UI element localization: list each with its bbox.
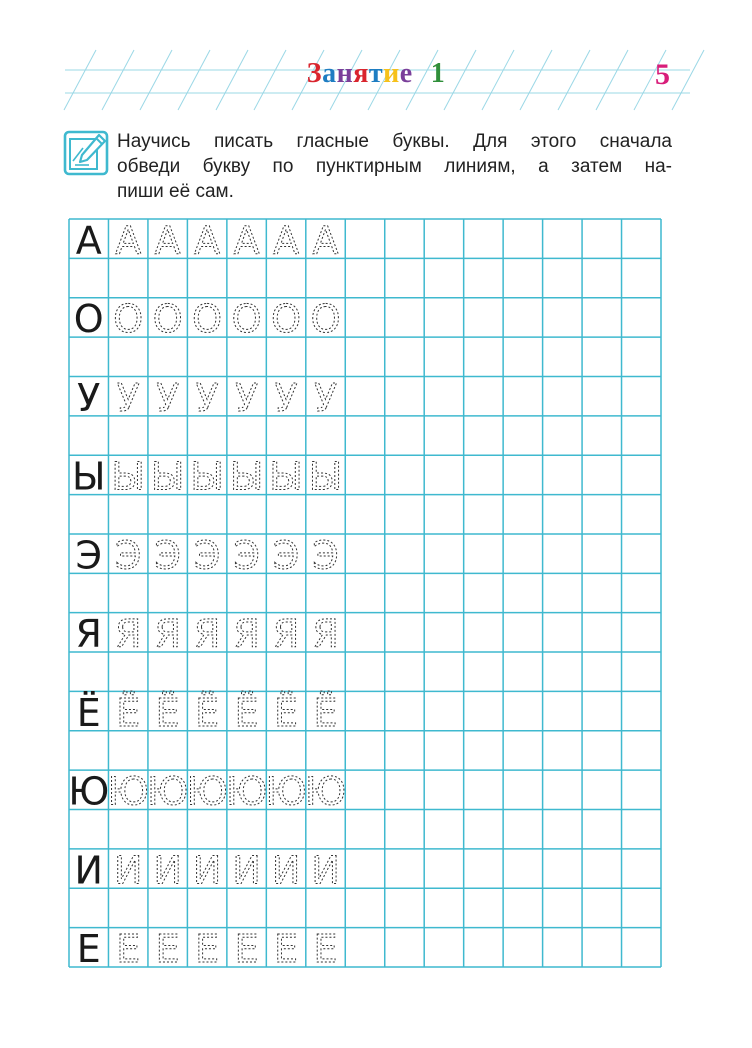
dotted-tracing-letter: И: [271, 848, 301, 893]
dotted-tracing-letter: О: [271, 297, 302, 342]
dotted-tracing-letter: О: [152, 297, 183, 342]
instruction-line: Научись писать гласные буквы. Для этого сначала: [117, 131, 672, 152]
dotted-tracing-letter: Ы: [229, 454, 264, 499]
instruction-line: обведи букву по пунктирным линиям, а затем на-: [117, 156, 672, 177]
dotted-tracing-letter: А: [115, 218, 142, 263]
sample-letter: Ы: [71, 454, 106, 499]
sample-letter: Э: [75, 533, 103, 578]
dotted-tracing-letter: Я: [114, 612, 142, 657]
dotted-tracing-letter: Ы: [190, 454, 224, 499]
dotted-tracing-letter: Я: [272, 612, 300, 657]
dotted-tracing-letter: Ё: [274, 690, 299, 735]
dotted-tracing-letter: Э: [154, 533, 181, 578]
dotted-tracing-letter: И: [153, 848, 182, 893]
dotted-tracing-letter: Е: [274, 927, 299, 971]
dotted-tracing-letter: Ё: [234, 690, 259, 735]
sample-letter: У: [77, 375, 101, 420]
sample-letter: А: [75, 218, 102, 263]
dotted-tracing-letter: О: [310, 297, 341, 342]
lesson-word: Занятие: [306, 58, 413, 89]
dotted-tracing-letter: У: [116, 375, 140, 420]
dotted-tracing-letter: А: [154, 218, 181, 263]
dotted-tracing-letter: Я: [193, 612, 221, 657]
dotted-tracing-letter: Я: [312, 612, 339, 657]
sample-letter: Я: [75, 612, 102, 657]
dotted-tracing-letter: Ё: [195, 690, 220, 735]
dotted-tracing-letter: И: [232, 848, 261, 893]
dotted-tracing-letter: Ё: [313, 690, 338, 735]
dotted-tracing-letter: Ё: [155, 690, 180, 735]
dotted-tracing-letter: Е: [195, 927, 220, 971]
dotted-tracing-letter: Ы: [269, 454, 303, 499]
dotted-tracing-letter: У: [195, 375, 219, 420]
dotted-tracing-letter: И: [311, 848, 340, 893]
dotted-tracing-letter: Ю: [226, 769, 268, 814]
dotted-tracing-letter: А: [273, 218, 300, 263]
dotted-tracing-letter: Ю: [147, 769, 189, 814]
dotted-tracing-letter: А: [233, 218, 260, 263]
dotted-tracing-letter: Э: [312, 533, 339, 578]
dotted-tracing-letter: Я: [154, 612, 181, 657]
page-number: 5: [655, 58, 670, 91]
sample-letter: Ё: [76, 690, 101, 735]
dotted-tracing-letter: Я: [233, 612, 260, 657]
dotted-tracing-letter: О: [231, 297, 262, 342]
dotted-tracing-letter: Э: [193, 533, 221, 578]
lesson-number: 1: [430, 58, 446, 89]
dotted-tracing-letter: Ю: [107, 769, 149, 814]
dotted-tracing-letter: Ы: [111, 454, 145, 499]
dotted-tracing-letter: Е: [116, 927, 141, 971]
sample-letter: Ю: [68, 769, 110, 814]
dotted-tracing-letter: Э: [114, 533, 142, 578]
dotted-tracing-letter: У: [156, 375, 180, 420]
dotted-tracing-letter: Ы: [150, 454, 185, 499]
dotted-tracing-letter: Е: [155, 927, 180, 971]
dotted-tracing-letter: У: [313, 375, 338, 420]
dotted-tracing-letter: Ю: [305, 769, 347, 814]
dotted-tracing-letter: Ю: [265, 769, 307, 814]
sample-letter: Е: [76, 927, 101, 971]
sample-letter: О: [73, 297, 104, 342]
dotted-tracing-letter: Ы: [308, 454, 343, 499]
dotted-tracing-letter: И: [113, 848, 143, 893]
dotted-tracing-letter: И: [192, 848, 222, 893]
dotted-tracing-letter: У: [274, 375, 298, 420]
sample-letter: И: [74, 848, 103, 893]
dotted-tracing-letter: Э: [233, 533, 260, 578]
dotted-tracing-letter: О: [192, 297, 223, 342]
dotted-tracing-letter: Ё: [116, 690, 141, 735]
dotted-tracing-letter: А: [312, 218, 339, 263]
dotted-tracing-letter: У: [235, 375, 259, 420]
dotted-tracing-letter: Э: [272, 533, 300, 578]
dotted-tracing-letter: Е: [234, 927, 259, 971]
dotted-tracing-letter: О: [113, 297, 144, 342]
dotted-tracing-letter: Ю: [186, 769, 228, 814]
dotted-tracing-letter: А: [194, 218, 221, 263]
dotted-tracing-letter: Е: [313, 927, 338, 971]
instruction-line: пиши её сам.: [117, 181, 234, 202]
